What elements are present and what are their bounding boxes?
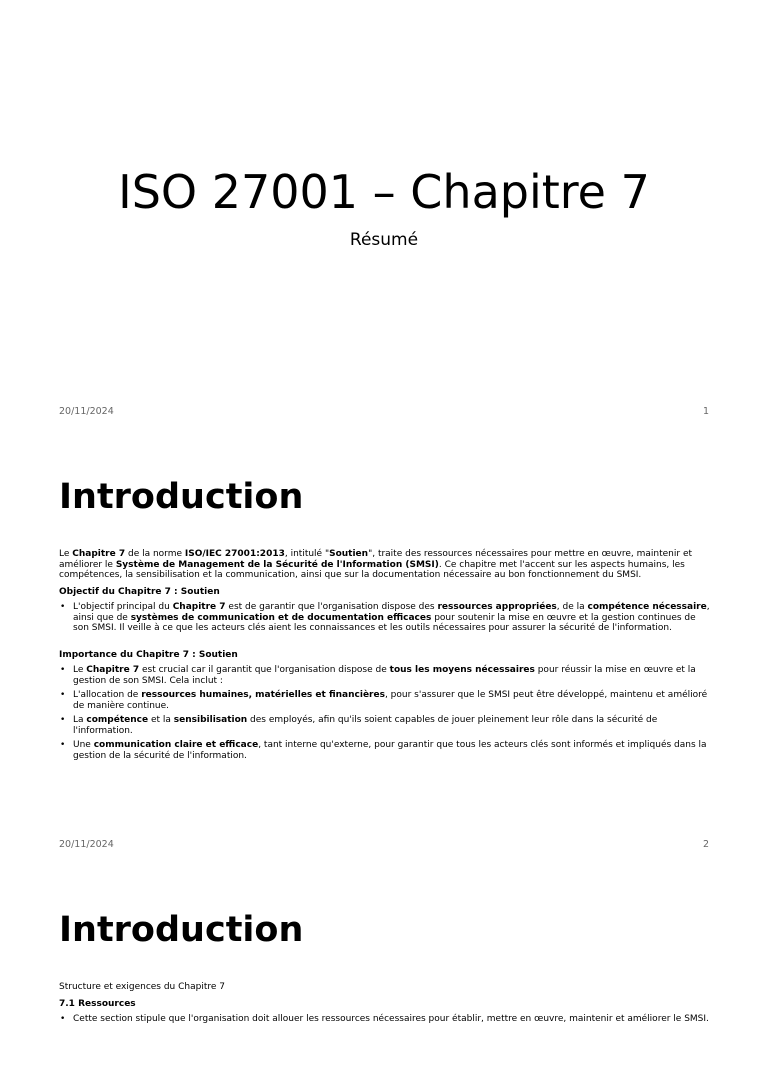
text-run: est de garantir que l'organisation dispose des <box>225 602 438 612</box>
importance-heading: Importance du Chapitre 7 : Soutien <box>59 649 238 660</box>
slide-body <box>59 549 711 765</box>
text-run: Cette section stipule que l'organisation doit allouer les ressources nécessaires pour établir, mettre en œuvre, maintenir et améliorer le SMSI. <box>73 1014 709 1024</box>
bold-run: ressources appropriées <box>437 602 557 612</box>
bullet-item <box>73 690 711 711</box>
importance-list <box>59 665 711 761</box>
bold-run: ressources humaines, matérielles et financières <box>141 690 385 700</box>
bullet-item <box>73 665 711 686</box>
bold-run: tous les moyens nécessaires <box>389 665 535 675</box>
bold-run: sensibilisation <box>173 715 248 725</box>
bullet-item <box>73 715 711 736</box>
intro-paragraph <box>59 549 711 581</box>
section-heading: 7.1 Ressources <box>59 998 136 1009</box>
text-run: est crucial car il garantit que l'organisation dispose de <box>139 665 390 675</box>
bold-run: ISO/IEC 27001:2013 <box>184 549 285 559</box>
slide-heading: Introduction <box>59 477 304 517</box>
bullet-item <box>73 602 711 634</box>
slide-heading: Introduction <box>59 910 304 950</box>
bullet-item <box>73 1014 711 1025</box>
slide-1 <box>0 0 768 433</box>
text-run: Une <box>73 740 94 750</box>
text-run: pour réussir la mise en œuvre et la gestion de son SMSI. Cela inclut : <box>73 665 696 686</box>
text-run: . Ce chapitre met l'accent sur les aspects humains, les compétences, la sensibilisation et la communication, ainsi que sur la documentation nécessaire au bon fonctionnement du SMSI. <box>59 559 685 580</box>
resources-list <box>59 1014 711 1025</box>
structure-label: Structure et exigences du Chapitre 7 <box>59 982 225 992</box>
bullet-item <box>73 740 711 761</box>
slide-title: ISO 27001 – Chapitre 7 <box>118 165 650 219</box>
text-run: L'allocation de <box>73 690 142 700</box>
bold-run: Chapitre 7 <box>72 549 126 559</box>
bold-run: Soutien <box>329 549 369 559</box>
text-run: , ainsi que de <box>73 602 710 623</box>
text-run: L'objectif principal du <box>73 602 173 612</box>
text-run: des employés, afin qu'ils soient capables de jouer pleinement leur rôle dans la sécurité de l'information. <box>73 715 658 736</box>
text-run: Le <box>73 665 87 675</box>
footer-date: 20/11/2024 <box>59 406 114 417</box>
bold-run: systèmes de communication et de documentation efficaces <box>130 612 432 623</box>
page-number: 2 <box>702 839 709 850</box>
slide-body <box>59 982 711 1029</box>
objective-heading: Objectif du Chapitre 7 : Soutien <box>59 586 220 597</box>
slide-subtitle: Résumé <box>349 230 419 250</box>
text-run: , pour s'assurer que le SMSI peut être développé, maintenu et amélioré de manière continue. <box>73 690 708 711</box>
bold-run: Chapitre 7 <box>172 602 226 612</box>
text-run: Le <box>59 549 73 559</box>
bold-run: communication claire et efficace <box>93 740 259 750</box>
page-number: 1 <box>702 406 709 417</box>
bold-run: Chapitre 7 <box>86 665 140 675</box>
bold-run: compétence nécessaire <box>587 602 707 612</box>
objective-list <box>59 602 711 634</box>
bold-run: Système de Management de la Sécurité de l'Information (SMSI) <box>115 559 439 570</box>
text-run: et la <box>148 715 174 725</box>
text-run: , tant interne qu'externe, pour garantir que tous les acteurs clés sont informés et impliqués dans la gestion de la sécurité de l'information. <box>73 740 707 761</box>
footer-date: 20/11/2024 <box>59 839 114 850</box>
text-run: , intitulé " <box>284 549 330 559</box>
slide-2 <box>0 433 768 866</box>
text-run: pour soutenir la mise en œuvre et la gestion continues de son SMSI. Il veille à ce que les acteurs clés aient les connaissances et les outils nécessaires pour assurer la sécurité de l'information. <box>73 612 696 633</box>
text-run: , de la <box>556 602 588 612</box>
text-run: ", traite des ressources nécessaires pour mettre en œuvre, maintenir et améliorer le <box>59 549 693 570</box>
bold-run: compétence <box>86 715 149 725</box>
slide-3 <box>0 866 768 1066</box>
text-run: de la norme <box>125 549 185 559</box>
text-run: La <box>73 715 87 725</box>
